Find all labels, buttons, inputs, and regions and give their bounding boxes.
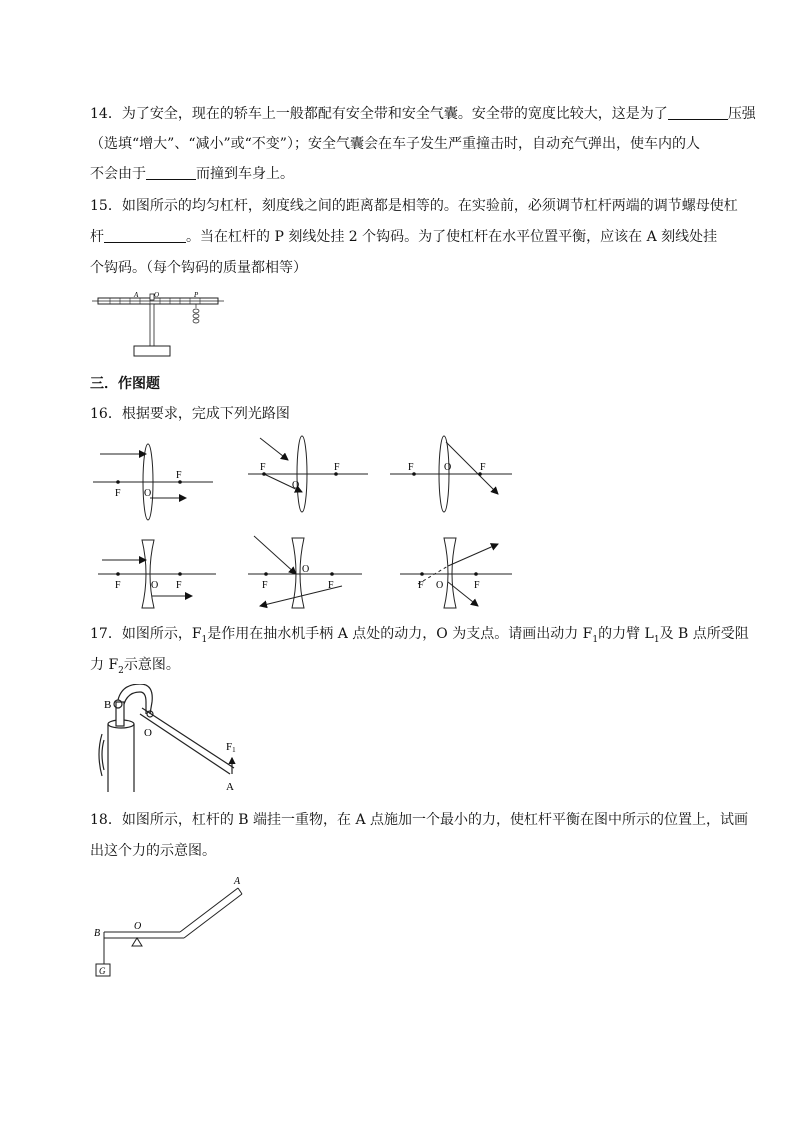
svg-text:F: F (176, 580, 182, 591)
svg-text:O: O (292, 480, 300, 491)
svg-text:F: F (262, 580, 268, 591)
svg-text:F: F (408, 462, 414, 473)
q15-line1: 15．如图所示的均匀杠杆，刻度线之间的距离都是相等的。在实验前，必须调节杠杆两端的调节螺母使杠 (90, 198, 738, 214)
svg-text:F: F (334, 462, 340, 473)
q14-line2: （选填“增大”、“减小”或“不变”）；安全气囊会在车子发生严重撞击时，自动充气弹出，使车内的人 (90, 136, 700, 152)
label-B: B (104, 699, 112, 711)
q15-line2: 杆 。当在杠杆的 P 刻线处挂 2 个钩码。为了使杠杆在水平位置平衡，应该在 A 刻线处挂 (90, 229, 718, 245)
q15-line3: 个钩码。（每个钩码的质量都相等） (90, 260, 307, 276)
q15-lever-figure (90, 290, 230, 365)
svg-text:O: O (144, 488, 152, 499)
q14-text: 14．为了安全，现在的轿车上一般都配有安全带和安全气囊。安全带的宽度比较大，这是为了 (90, 106, 668, 122)
label-O: O (154, 291, 160, 299)
q17-line1: 17．如图所示，$F_1$是作用在抽水机手柄 A 点处的动力，O 为支点。请画出动力 $F_1$的力臂 $L_1$及 B 点所受阻 (90, 626, 749, 645)
label-G: G (99, 966, 106, 976)
svg-text:O: O (151, 580, 159, 591)
q18-line2: 出这个力的示意图。 (90, 843, 216, 859)
q14-blank-1[interactable] (668, 105, 728, 120)
q14-line3: 不会由于 而撞到车身上。 (90, 166, 294, 182)
svg-text:F: F (115, 488, 121, 499)
svg-text:O: O (302, 564, 310, 575)
q17-line2: 力 $F_2$示意图。 (90, 657, 180, 676)
label-B: B (94, 928, 101, 939)
q14-line1: 14．为了安全，现在的轿车上一般都配有安全带和安全气囊。安全带的宽度比较大，这是为了 压强 (90, 106, 756, 122)
q16-text: 16．根据要求，完成下列光路图 (90, 406, 290, 422)
q16-optics-figures (88, 432, 528, 612)
svg-text:F: F (260, 462, 266, 473)
svg-text:F: F (176, 470, 182, 481)
label-O: O (134, 921, 142, 932)
q18-lever-figure (92, 874, 252, 984)
label-P: P (194, 291, 199, 299)
q14-blank-2[interactable] (146, 165, 196, 180)
svg-text:F: F (474, 580, 480, 591)
q17-pump-figure (94, 684, 254, 794)
svg-text:F: F (418, 580, 424, 591)
section-title: 三．作图题 (90, 376, 160, 392)
svg-text:O: O (444, 462, 452, 473)
q18-line1: 18．如图所示，杠杆的 B 端挂一重物，在 A 点施加一个最小的力，使杠杆平衡在图中所示的位置上，试画 (90, 812, 749, 828)
label-A: A (234, 876, 241, 887)
q15-blank-1[interactable] (104, 228, 186, 243)
svg-text:F: F (480, 462, 486, 473)
label-A: A (134, 291, 139, 299)
label-F1: F1 (226, 741, 236, 754)
svg-text:F: F (115, 580, 121, 591)
svg-text:F: F (328, 580, 334, 591)
label-A: A (226, 781, 234, 793)
svg-text:O: O (436, 580, 444, 591)
label-O: O (144, 727, 152, 739)
